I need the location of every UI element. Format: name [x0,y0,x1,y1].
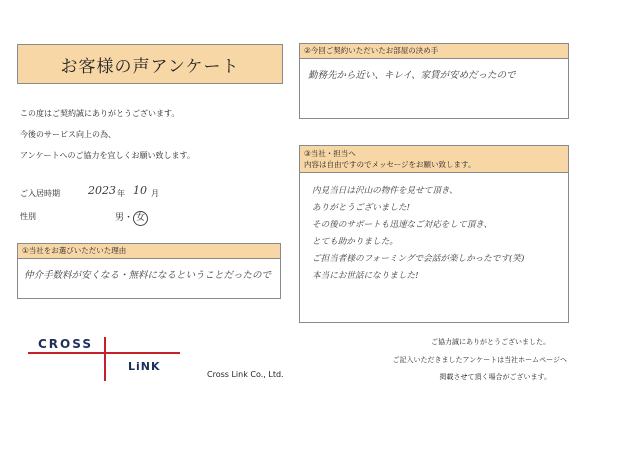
question-1-heading: ①当社をお選びいただいた理由 [18,244,280,259]
gender-label: 性別 [20,212,36,221]
gender-separator: ・ [124,213,134,223]
intro-line-2: 今後のサービス向上の為、 [20,130,116,139]
question-1-panel [17,243,281,299]
intro-line-1: この度はご契約誠にありがとうございます。 [20,109,180,118]
move-in-month-unit: 月 [151,189,159,198]
question-2-answer: 勤務先から近い、キレイ、家賃が安めだったので [308,70,516,81]
question-3-answer-line: その後のサポートも迅速なご対応をして頂き、 [312,220,493,230]
question-3-answer-line: 本当にお世話になりました! [312,271,419,281]
question-3-answer-line: 内見当日は沢山の物件を見せて頂き、 [312,186,458,196]
survey-title [17,44,283,84]
question-1-answer: 仲介手数料が安くなる・無料になるということだったので [24,270,272,281]
gender-female-circled: 女 [133,211,148,226]
question-3-answer [300,173,568,295]
question-3-heading [300,146,568,173]
question-3-answer-line: とても助かりました。 [312,237,398,247]
move-in-year: 2023 [88,184,116,197]
logo-vertical-bar [104,337,106,381]
question-3-answer-line: ご担当者様のフォーミングで会話が楽しかったです(笑) [312,254,525,264]
logo-link-text: LiNK [128,360,161,373]
move-in-label: ご入居時期 [20,189,60,198]
gender-options [115,210,148,226]
question-3-heading-line-1: ③当社・担当へ [304,149,356,158]
question-2-panel [299,43,569,119]
footer-line-2: ご記入いただきましたアンケートは当社ホームページへ [392,356,567,364]
move-in-year-unit: 年 [117,189,125,198]
question-2-heading: ②今回ご契約いただいたお部屋の決め手 [300,44,568,59]
move-in-month: 10 [133,184,147,197]
footer-line-1: ご協力誠にありがとうございました。 [431,338,550,346]
footer-line-3: 掲載させて頂く場合がございます。 [439,373,551,381]
question-3-panel [299,145,569,323]
gender-male: 男 [115,213,125,223]
company-name: Cross Link Co., Ltd. [207,370,284,379]
question-3-heading-line-2: 内容は自由ですのでメッセージをお願い致します。 [304,160,476,169]
survey-title-text: お客様の声アンケート [60,56,240,77]
intro-line-3: アンケートへのご協力を宜しくお願い致します。 [20,151,195,160]
logo-cross-text: CROSS [38,337,93,351]
question-3-answer-line: ありがとうございました! [312,203,410,213]
